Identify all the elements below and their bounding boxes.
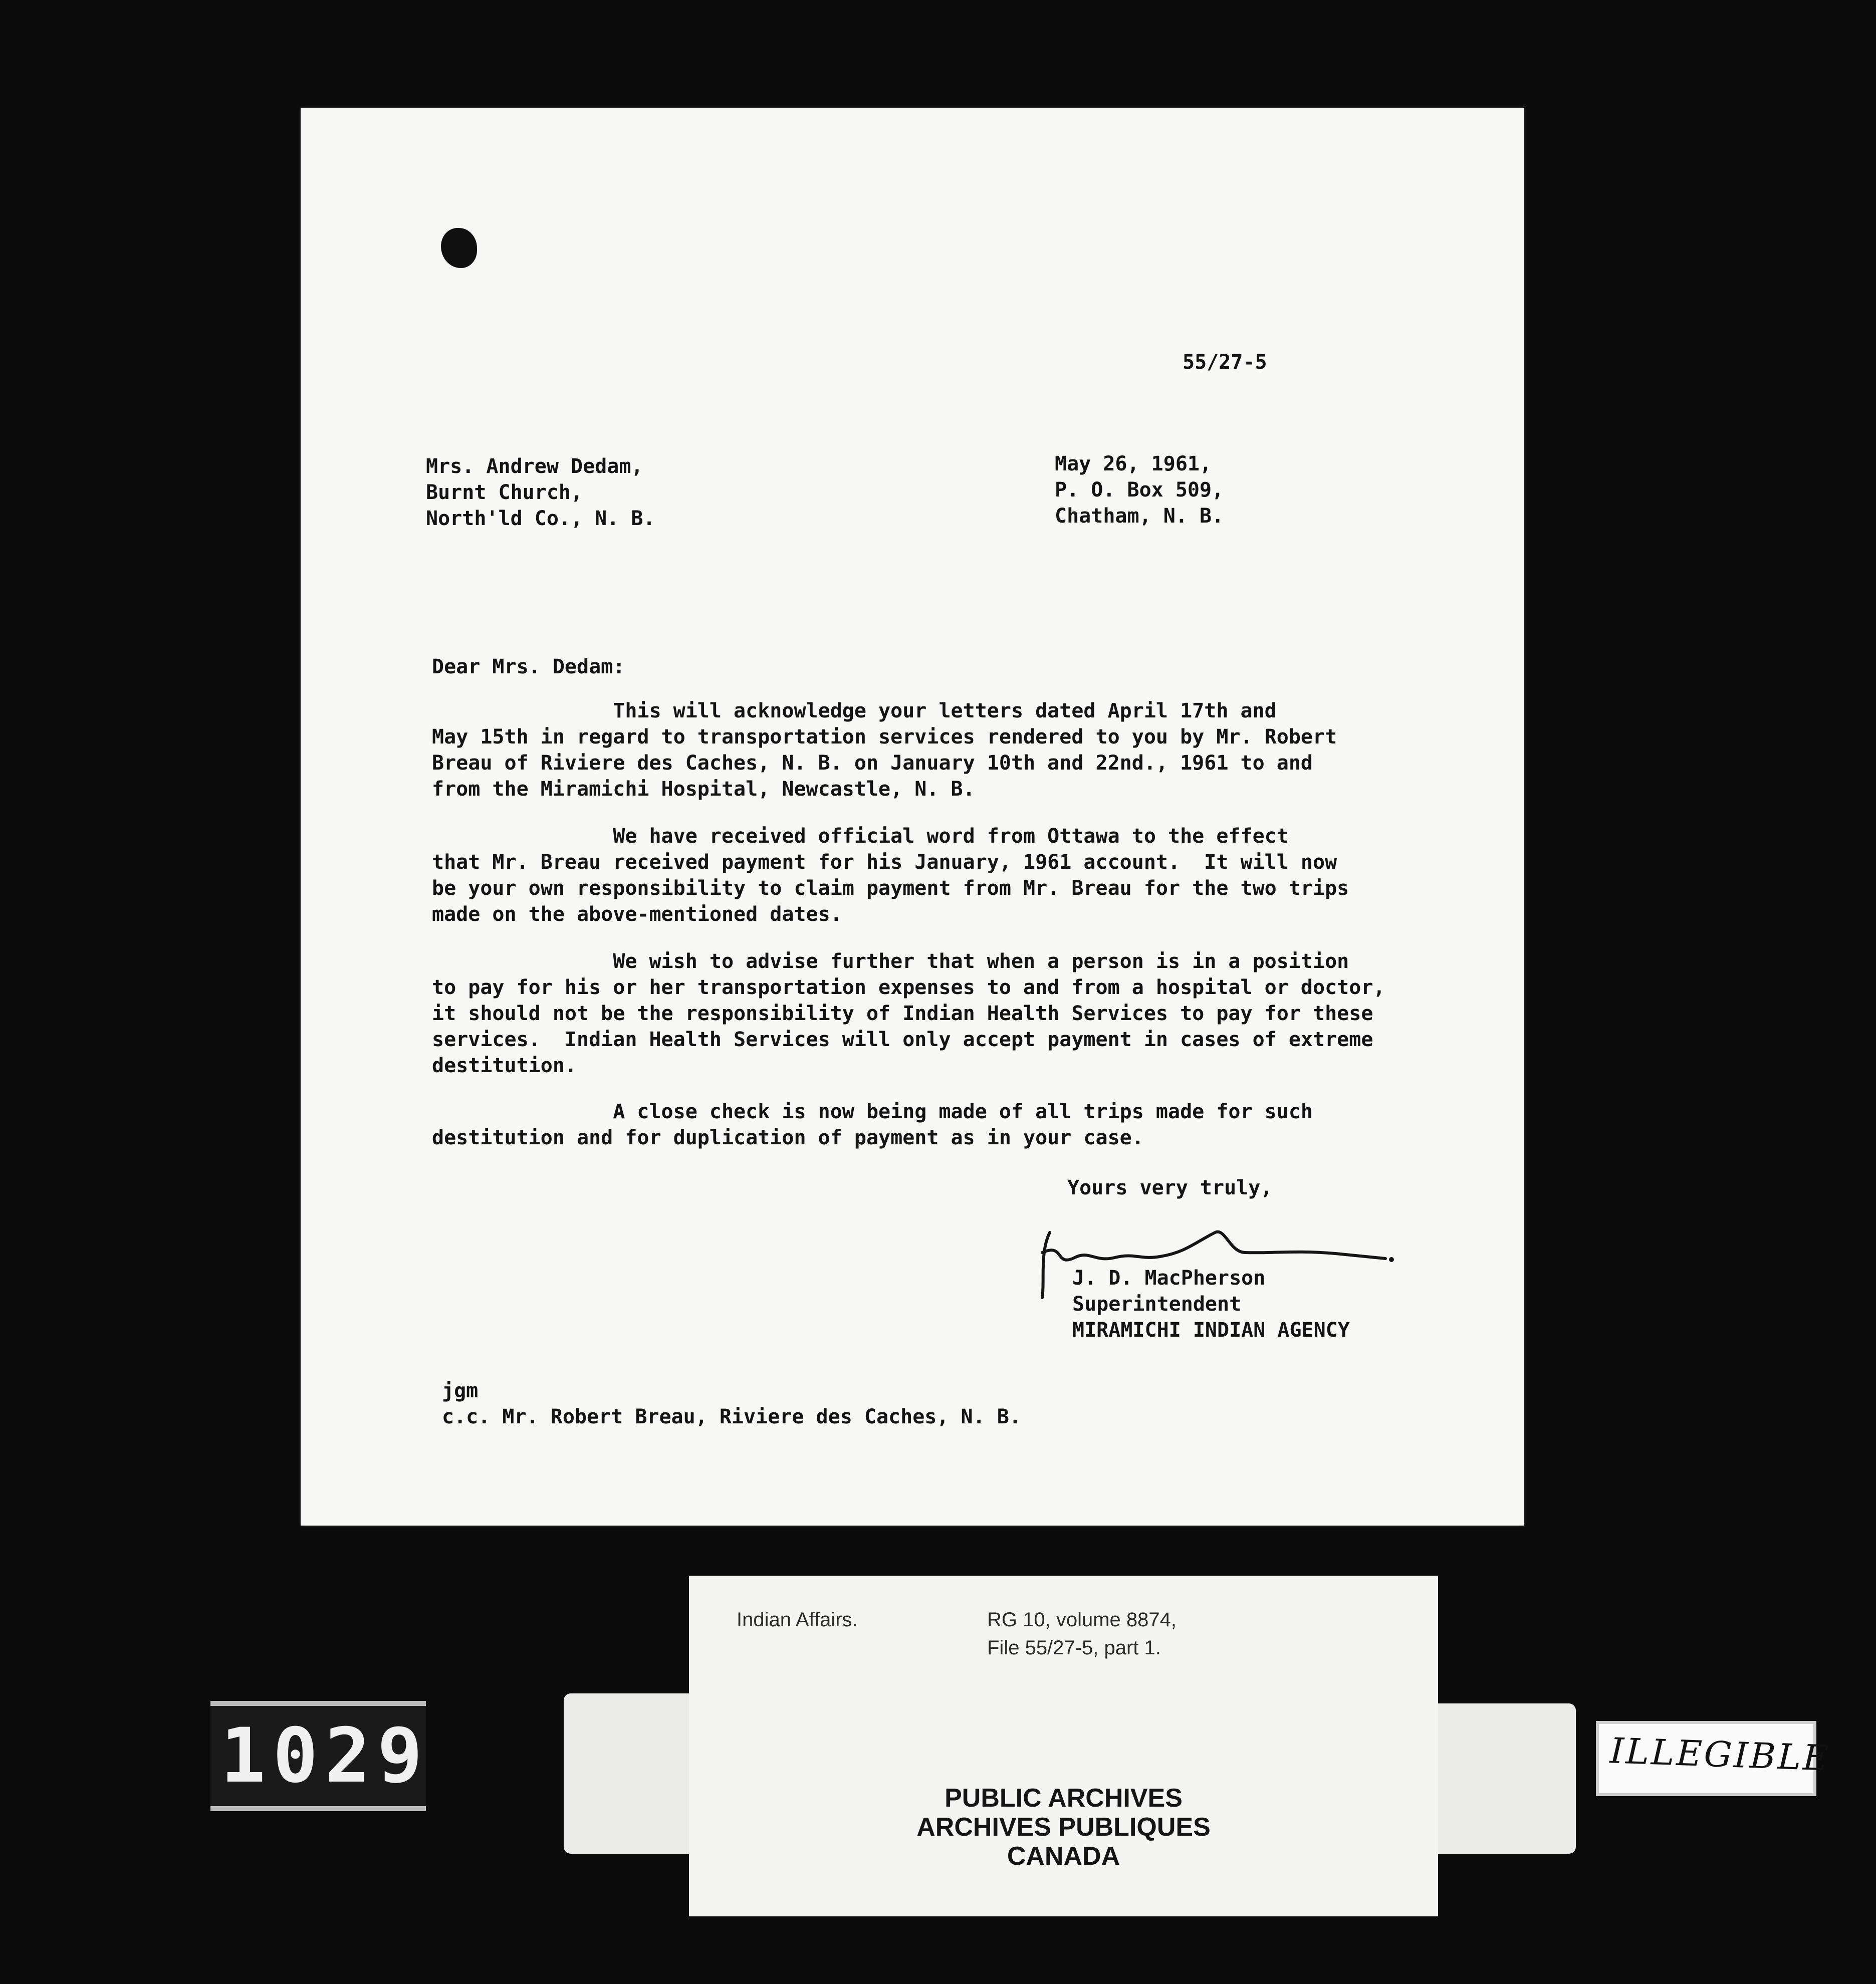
paragraph-line: to pay for his or her transportation expenses to and from a hospital or doctor,	[432, 976, 1385, 999]
handwritten-note	[1596, 1721, 1831, 1796]
paragraph-line: This will acknowledge your letters dated April 17th and	[432, 699, 1277, 722]
recipient-address	[426, 453, 655, 532]
label-reference-line: RG 10, volume 8874,	[987, 1609, 1177, 1631]
frame-number: 1029	[220, 1712, 430, 1800]
archive-title-line: PUBLIC ARCHIVES	[945, 1784, 1183, 1813]
file-reference: 55/27-5	[1183, 351, 1267, 374]
archive-label	[689, 1576, 1438, 1916]
sender-line: May 26, 1961,	[1055, 452, 1212, 475]
archive-title-line: CANADA	[1007, 1842, 1120, 1871]
paragraph-line: We have received official word from Ottawa to the effect	[432, 825, 1289, 848]
label-tab-left	[564, 1693, 691, 1854]
archive-title-line: ARCHIVES PUBLIQUES	[916, 1813, 1211, 1842]
salutation: Dear Mrs. Dedam:	[432, 655, 625, 678]
paragraph-line: destitution and for duplication of payment as in your case.	[432, 1126, 1144, 1149]
closing: Yours very truly,	[1067, 1176, 1273, 1199]
paragraph-line: made on the above-mentioned dates.	[432, 903, 842, 926]
letter-footer	[442, 1378, 1021, 1430]
handwritten-note-text: ILLEGIBLE	[1609, 1730, 1831, 1779]
body-paragraph-2	[432, 823, 1424, 927]
recipient-line: Mrs. Andrew Dedam,	[426, 455, 643, 478]
archive-title	[689, 1784, 1438, 1871]
paragraph-line: Breau of Riviere des Caches, N. B. on January 10th and 22nd., 1961 to and	[432, 752, 1313, 775]
paragraph-line: from the Miramichi Hospital, Newcastle, N. B.	[432, 778, 975, 801]
sender-line: Chatham, N. B.	[1055, 505, 1224, 528]
frame-counter	[210, 1701, 430, 1811]
signature-block	[1072, 1265, 1350, 1343]
sender-line: P. O. Box 509,	[1055, 478, 1224, 502]
paragraph-line: it should not be the responsibility of Indian Health Services to pay for these	[432, 1002, 1373, 1025]
signatory-title: Superintendent	[1072, 1293, 1242, 1316]
ink-blot	[441, 228, 477, 268]
body-paragraph-4	[432, 1099, 1424, 1151]
signatory-name: J. D. MacPherson	[1072, 1267, 1266, 1290]
typist-initials: jgm	[442, 1379, 479, 1402]
paragraph-line: We wish to advise further that when a person is in a position	[432, 950, 1349, 973]
label-tab-right	[1436, 1703, 1576, 1854]
letter-page	[301, 108, 1524, 1526]
paragraph-line: that Mr. Breau received payment for his January, 1961 account. It will now	[432, 851, 1337, 874]
recipient-line: Burnt Church,	[426, 481, 583, 504]
paragraph-line: services. Indian Health Services will only accept payment in cases of extreme	[432, 1028, 1373, 1051]
carbon-copy: c.c. Mr. Robert Breau, Riviere des Caches, N. B.	[442, 1405, 1021, 1428]
label-department: Indian Affairs.	[737, 1609, 858, 1631]
body-paragraph-3	[432, 948, 1424, 1079]
sender-address	[1055, 451, 1224, 529]
paragraph-line: destitution.	[432, 1054, 577, 1077]
paragraph-line: May 15th in regard to transportation services rendered to you by Mr. Robert	[432, 725, 1337, 749]
body-paragraph-1	[432, 698, 1424, 802]
signatory-agency: MIRAMICHI INDIAN AGENCY	[1072, 1319, 1350, 1342]
label-reference	[987, 1606, 1177, 1662]
recipient-line: North'ld Co., N. B.	[426, 507, 655, 530]
paragraph-line: be your own responsibility to claim payment from Mr. Breau for the two trips	[432, 877, 1349, 900]
paragraph-line: A close check is now being made of all trips made for such	[432, 1100, 1313, 1123]
label-reference-line: File 55/27-5, part 1.	[987, 1637, 1161, 1659]
